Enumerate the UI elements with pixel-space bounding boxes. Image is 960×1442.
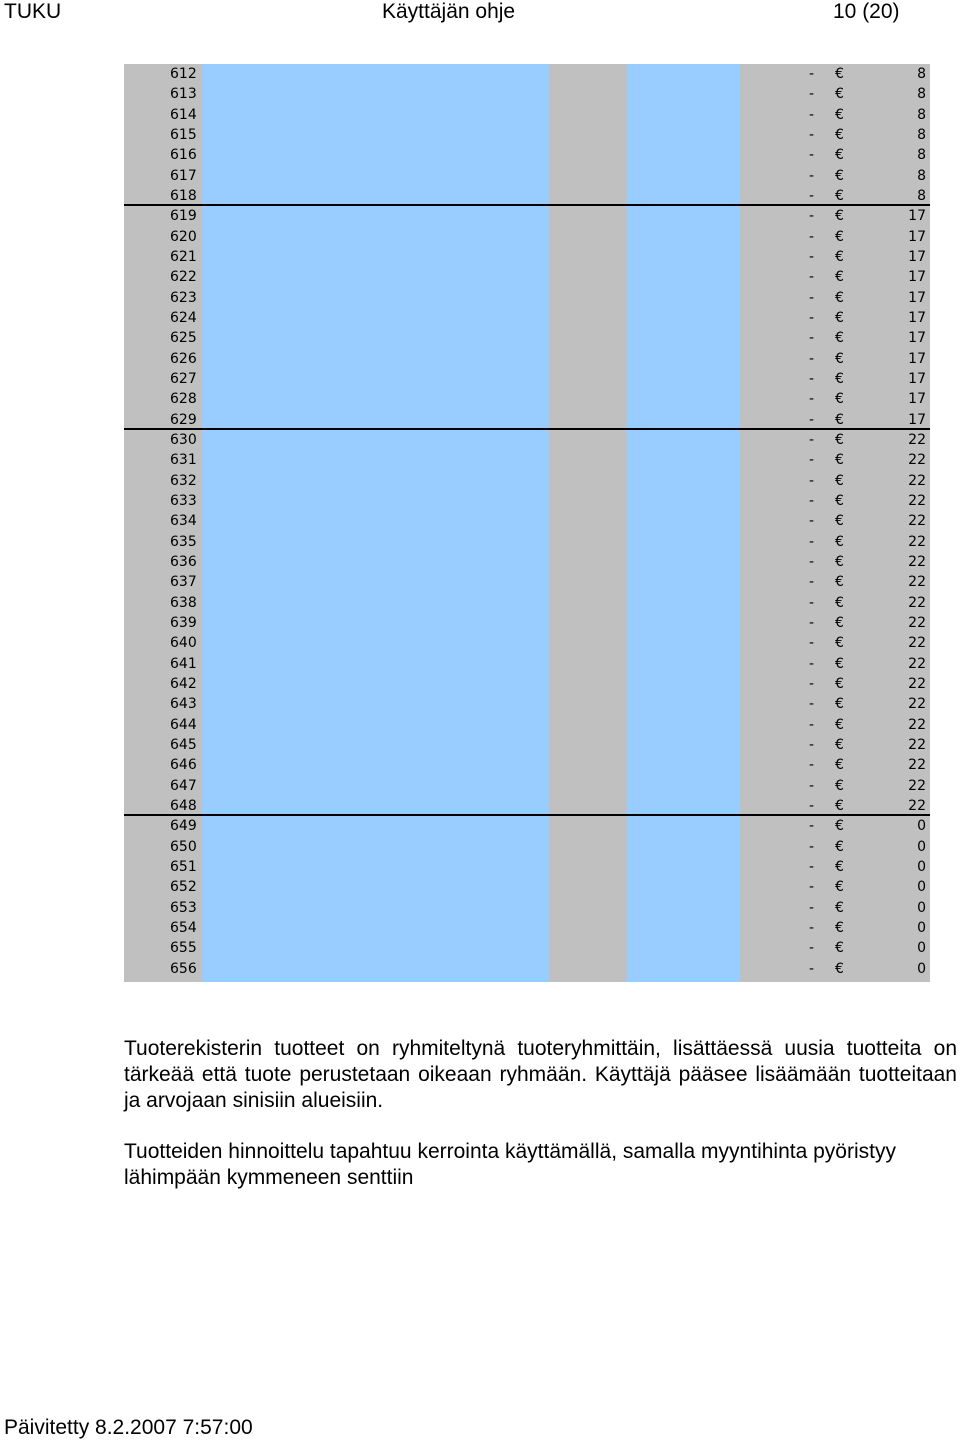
row-number: 653 bbox=[170, 899, 197, 916]
row-currency: € bbox=[835, 330, 844, 347]
row-dash: - bbox=[809, 350, 815, 367]
row-currency: € bbox=[835, 513, 844, 530]
row-currency: € bbox=[835, 391, 844, 408]
row-value: 22 bbox=[908, 635, 926, 652]
row-value: 8 bbox=[917, 126, 926, 143]
row-number: 637 bbox=[170, 574, 197, 591]
row-value: 17 bbox=[908, 411, 926, 428]
row-currency: € bbox=[835, 574, 844, 591]
row-number: 630 bbox=[170, 431, 197, 448]
row-value: 17 bbox=[908, 208, 926, 225]
row-number: 649 bbox=[170, 818, 197, 835]
table-row bbox=[124, 247, 930, 267]
row-dash: - bbox=[809, 960, 815, 977]
table-row bbox=[124, 674, 930, 694]
row-dash: - bbox=[809, 330, 815, 347]
row-currency: € bbox=[835, 208, 844, 225]
row-dash: - bbox=[809, 533, 815, 550]
row-currency: € bbox=[835, 858, 844, 875]
row-dash: - bbox=[809, 696, 815, 713]
row-value: 22 bbox=[908, 553, 926, 570]
row-dash: - bbox=[809, 919, 815, 936]
row-dash: - bbox=[809, 838, 815, 855]
row-currency: € bbox=[835, 614, 844, 631]
row-number: 627 bbox=[170, 370, 197, 387]
row-number: 638 bbox=[170, 594, 197, 611]
header-page-number: 10 (20) bbox=[833, 0, 900, 23]
table-row bbox=[124, 389, 930, 409]
row-currency: € bbox=[835, 797, 844, 814]
row-currency: € bbox=[835, 533, 844, 550]
header-company: TUKU bbox=[4, 0, 62, 23]
row-value: 0 bbox=[917, 919, 926, 936]
row-number: 639 bbox=[170, 614, 197, 631]
row-currency: € bbox=[835, 472, 844, 489]
row-value: 17 bbox=[908, 228, 926, 245]
row-dash: - bbox=[809, 66, 815, 82]
row-dash: - bbox=[809, 574, 815, 591]
row-dash: - bbox=[809, 248, 815, 265]
row-number: 613 bbox=[170, 86, 197, 103]
row-value: 17 bbox=[908, 248, 926, 265]
row-value: 22 bbox=[908, 614, 926, 631]
row-currency: € bbox=[835, 126, 844, 143]
row-dash: - bbox=[809, 228, 815, 245]
row-dash: - bbox=[809, 736, 815, 753]
row-value: 8 bbox=[917, 106, 926, 123]
row-value: 22 bbox=[908, 736, 926, 753]
table-row bbox=[124, 572, 930, 592]
row-number: 641 bbox=[170, 655, 197, 672]
table-row bbox=[124, 959, 930, 979]
row-value: 22 bbox=[908, 431, 926, 448]
row-value: 22 bbox=[908, 452, 926, 469]
row-value: 22 bbox=[908, 655, 926, 672]
row-currency: € bbox=[835, 492, 844, 509]
row-value: 17 bbox=[908, 269, 926, 286]
row-dash: - bbox=[809, 452, 815, 469]
table-row bbox=[124, 898, 930, 918]
page-header bbox=[0, 0, 960, 26]
row-value: 0 bbox=[917, 858, 926, 875]
row-number: 656 bbox=[170, 960, 197, 977]
row-number: 642 bbox=[170, 675, 197, 692]
table-row bbox=[124, 593, 930, 613]
table-row bbox=[124, 776, 930, 796]
table-row bbox=[124, 288, 930, 308]
row-number: 628 bbox=[170, 391, 197, 408]
row-number: 633 bbox=[170, 492, 197, 509]
row-currency: € bbox=[835, 309, 844, 326]
row-currency: € bbox=[835, 350, 844, 367]
row-currency: € bbox=[835, 269, 844, 286]
row-dash: - bbox=[809, 86, 815, 103]
row-currency: € bbox=[835, 431, 844, 448]
table-row bbox=[124, 837, 930, 857]
row-dash: - bbox=[809, 858, 815, 875]
row-currency: € bbox=[835, 919, 844, 936]
row-number: 644 bbox=[170, 716, 197, 733]
row-number: 646 bbox=[170, 757, 197, 774]
row-number: 617 bbox=[170, 167, 197, 184]
row-dash: - bbox=[809, 309, 815, 326]
table-row bbox=[124, 918, 930, 938]
table-row bbox=[124, 204, 930, 226]
table-row bbox=[124, 186, 930, 206]
table-row bbox=[124, 428, 930, 450]
table-row bbox=[124, 105, 930, 125]
row-dash: - bbox=[809, 126, 815, 143]
row-currency: € bbox=[835, 147, 844, 164]
row-currency: € bbox=[835, 838, 844, 855]
row-number: 629 bbox=[170, 411, 197, 428]
row-currency: € bbox=[835, 675, 844, 692]
table-row bbox=[124, 410, 930, 430]
table-row bbox=[124, 471, 930, 491]
paragraph-product-groups: Tuoterekisterin tuotteet on ryhmiteltynä tuoteryhmittäin, lisättäessä uusia tuotteita on tärkeää että tuote perustetaan oikeaan ryhmään. Käyttäjä pääsee lisäämään tuotteitaan ja arvojaan sinisiin alueisiin. bbox=[124, 1037, 957, 1112]
row-value: 22 bbox=[908, 513, 926, 530]
row-dash: - bbox=[809, 879, 815, 896]
row-value: 17 bbox=[908, 289, 926, 306]
row-number: 643 bbox=[170, 696, 197, 713]
row-number: 612 bbox=[170, 66, 197, 82]
row-dash: - bbox=[809, 431, 815, 448]
table-row bbox=[124, 450, 930, 470]
row-dash: - bbox=[809, 899, 815, 916]
row-value: 0 bbox=[917, 899, 926, 916]
row-dash: - bbox=[809, 208, 815, 225]
table-row bbox=[124, 349, 930, 369]
row-dash: - bbox=[809, 370, 815, 387]
row-currency: € bbox=[835, 187, 844, 204]
row-number: 622 bbox=[170, 269, 197, 286]
table-row bbox=[124, 145, 930, 165]
row-currency: € bbox=[835, 757, 844, 774]
row-number: 621 bbox=[170, 248, 197, 265]
row-dash: - bbox=[809, 757, 815, 774]
row-currency: € bbox=[835, 289, 844, 306]
row-dash: - bbox=[809, 289, 815, 306]
spreadsheet-screenshot bbox=[124, 64, 930, 982]
row-value: 17 bbox=[908, 370, 926, 387]
row-currency: € bbox=[835, 66, 844, 82]
row-number: 615 bbox=[170, 126, 197, 143]
row-value: 0 bbox=[917, 879, 926, 896]
row-value: 0 bbox=[917, 838, 926, 855]
row-value: 22 bbox=[908, 574, 926, 591]
row-currency: € bbox=[835, 167, 844, 184]
row-value: 22 bbox=[908, 533, 926, 550]
table-row bbox=[124, 166, 930, 186]
row-value: 8 bbox=[917, 187, 926, 204]
table-row bbox=[124, 633, 930, 653]
row-dash: - bbox=[809, 553, 815, 570]
row-currency: € bbox=[835, 899, 844, 916]
row-currency: € bbox=[835, 635, 844, 652]
row-currency: € bbox=[835, 716, 844, 733]
table-row bbox=[124, 511, 930, 531]
row-value: 8 bbox=[917, 147, 926, 164]
row-value: 22 bbox=[908, 675, 926, 692]
row-number: 648 bbox=[170, 797, 197, 814]
table-row bbox=[124, 796, 930, 816]
row-value: 22 bbox=[908, 716, 926, 733]
table-row bbox=[124, 267, 930, 287]
row-number: 618 bbox=[170, 187, 197, 204]
row-dash: - bbox=[809, 187, 815, 204]
row-currency: € bbox=[835, 960, 844, 977]
row-dash: - bbox=[809, 106, 815, 123]
row-value: 22 bbox=[908, 472, 926, 489]
row-dash: - bbox=[809, 797, 815, 814]
row-currency: € bbox=[835, 370, 844, 387]
row-value: 22 bbox=[908, 797, 926, 814]
table-row bbox=[124, 735, 930, 755]
row-value: 17 bbox=[908, 330, 926, 347]
row-dash: - bbox=[809, 655, 815, 672]
header-document-title: Käyttäjän ohje bbox=[382, 0, 516, 23]
row-dash: - bbox=[809, 675, 815, 692]
row-value: 0 bbox=[917, 940, 926, 957]
row-value: 17 bbox=[908, 309, 926, 326]
row-currency: € bbox=[835, 655, 844, 672]
row-number: 616 bbox=[170, 147, 197, 164]
row-value: 0 bbox=[917, 960, 926, 977]
row-dash: - bbox=[809, 167, 815, 184]
table-row bbox=[124, 613, 930, 633]
row-dash: - bbox=[809, 391, 815, 408]
row-dash: - bbox=[809, 716, 815, 733]
table-row bbox=[124, 552, 930, 572]
row-number: 652 bbox=[170, 879, 197, 896]
row-value: 22 bbox=[908, 777, 926, 794]
table-row bbox=[124, 755, 930, 775]
row-dash: - bbox=[809, 635, 815, 652]
row-value: 17 bbox=[908, 350, 926, 367]
row-currency: € bbox=[835, 248, 844, 265]
row-number: 620 bbox=[170, 228, 197, 245]
row-number: 635 bbox=[170, 533, 197, 550]
table-row bbox=[124, 227, 930, 247]
row-number: 623 bbox=[170, 289, 197, 306]
row-currency: € bbox=[835, 228, 844, 245]
table-row bbox=[124, 654, 930, 674]
row-dash: - bbox=[809, 492, 815, 509]
row-number: 650 bbox=[170, 838, 197, 855]
row-dash: - bbox=[809, 614, 815, 631]
row-value: 22 bbox=[908, 594, 926, 611]
row-currency: € bbox=[835, 879, 844, 896]
row-number: 624 bbox=[170, 309, 197, 326]
row-value: 8 bbox=[917, 167, 926, 184]
table-row bbox=[124, 369, 930, 389]
table-row bbox=[124, 532, 930, 552]
table-row bbox=[124, 308, 930, 328]
row-dash: - bbox=[809, 777, 815, 794]
table-row bbox=[124, 814, 930, 836]
row-number: 626 bbox=[170, 350, 197, 367]
row-currency: € bbox=[835, 736, 844, 753]
row-value: 0 bbox=[917, 818, 926, 835]
row-number: 654 bbox=[170, 919, 197, 936]
row-dash: - bbox=[809, 594, 815, 611]
row-number: 632 bbox=[170, 472, 197, 489]
row-number: 625 bbox=[170, 330, 197, 347]
row-currency: € bbox=[835, 818, 844, 835]
table-row bbox=[124, 125, 930, 145]
row-dash: - bbox=[809, 411, 815, 428]
table-row bbox=[124, 715, 930, 735]
row-currency: € bbox=[835, 411, 844, 428]
row-value: 22 bbox=[908, 696, 926, 713]
row-number: 645 bbox=[170, 736, 197, 753]
row-currency: € bbox=[835, 452, 844, 469]
row-currency: € bbox=[835, 86, 844, 103]
row-number: 631 bbox=[170, 452, 197, 469]
table-row bbox=[124, 938, 930, 958]
row-value: 8 bbox=[917, 86, 926, 103]
row-number: 651 bbox=[170, 858, 197, 875]
row-number: 636 bbox=[170, 553, 197, 570]
row-currency: € bbox=[835, 940, 844, 957]
row-number: 619 bbox=[170, 208, 197, 225]
row-dash: - bbox=[809, 818, 815, 835]
row-number: 640 bbox=[170, 635, 197, 652]
row-currency: € bbox=[835, 696, 844, 713]
row-number: 634 bbox=[170, 513, 197, 530]
table-row bbox=[124, 491, 930, 511]
row-value: 17 bbox=[908, 391, 926, 408]
table-row bbox=[124, 857, 930, 877]
row-currency: € bbox=[835, 106, 844, 123]
row-currency: € bbox=[835, 594, 844, 611]
row-dash: - bbox=[809, 940, 815, 957]
row-dash: - bbox=[809, 147, 815, 164]
table-row bbox=[124, 877, 930, 897]
row-value: 22 bbox=[908, 757, 926, 774]
table-row bbox=[124, 328, 930, 348]
row-dash: - bbox=[809, 472, 815, 489]
row-dash: - bbox=[809, 513, 815, 530]
table-row bbox=[124, 694, 930, 714]
row-value: 8 bbox=[917, 66, 926, 82]
row-number: 655 bbox=[170, 940, 197, 957]
row-currency: € bbox=[835, 553, 844, 570]
row-dash: - bbox=[809, 269, 815, 286]
row-number: 614 bbox=[170, 106, 197, 123]
row-number: 647 bbox=[170, 777, 197, 794]
table-row bbox=[124, 64, 930, 84]
row-currency: € bbox=[835, 777, 844, 794]
table-row bbox=[124, 84, 930, 104]
footer-updated: Päivitetty 8.2.2007 7:57:00 bbox=[4, 1416, 253, 1439]
row-value: 22 bbox=[908, 492, 926, 509]
paragraph-pricing: Tuotteiden hinnoittelu tapahtuu kerrointa käyttämällä, samalla myyntihinta pyöristyy lähimpään kymmeneen senttiin bbox=[124, 1140, 896, 1189]
